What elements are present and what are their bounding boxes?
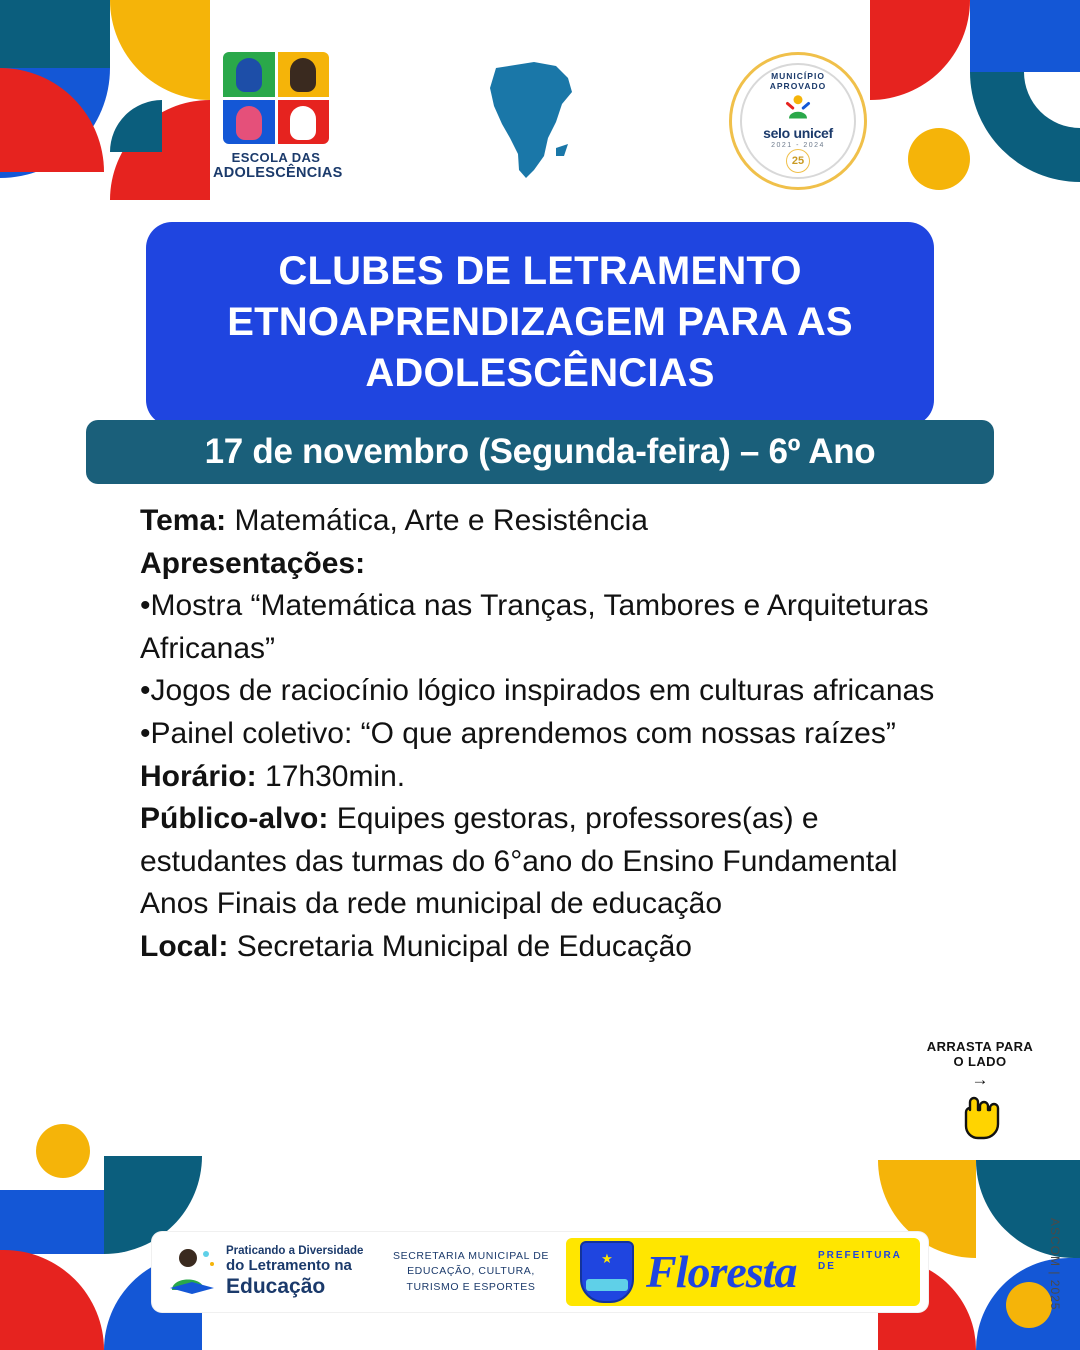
decor-bottom-left-blue-square	[0, 1190, 104, 1254]
title-line-3: ADOLESCÊNCIAS	[365, 351, 715, 396]
tile-red	[278, 100, 330, 145]
poster-title	[166, 246, 914, 400]
diversidade-line-1: Praticando a Diversidade	[226, 1245, 364, 1258]
wave-shape	[586, 1279, 628, 1291]
escola-logo-line1: ESCOLA DAS	[231, 150, 321, 165]
head-silhouette-icon	[236, 58, 262, 92]
local-value: Secretaria Municipal de Educação	[228, 929, 692, 963]
selo-word: selo unicef	[763, 125, 833, 141]
title-banner	[146, 222, 934, 426]
head-silhouette-icon	[236, 106, 262, 140]
decor-bottom-left-yellow-circle	[36, 1124, 90, 1178]
title-line-1: CLUBES DE LETRAMENTO	[278, 249, 802, 293]
africa-map-icon	[459, 52, 609, 192]
title-line-2: ETNOAPRENDIZAGEM PARA AS	[227, 300, 853, 345]
poster-body	[140, 500, 960, 969]
swipe-hint[interactable]	[920, 1039, 1040, 1142]
selo-25-badge: 25	[786, 149, 810, 173]
date-bar	[86, 420, 994, 484]
selo-arc-text: MUNICÍPIO APROVADO	[769, 71, 827, 91]
secretaria-municipal-text	[376, 1249, 566, 1295]
bullet-item: •Painel coletivo: “O que aprendemos com nossas raízes”	[140, 716, 896, 750]
date-text: 17 de novembro (Segunda-feira) – 6º Ano	[204, 432, 876, 471]
bullet-item: •Jogos de raciocínio lógico inspirados em culturas africanas	[140, 674, 935, 708]
selo-years: 2021 - 2024	[771, 142, 825, 149]
decor-bottom-right-teal	[976, 1160, 1080, 1258]
tema-label: Tema:	[140, 504, 227, 537]
logo-prefeitura-floresta	[566, 1238, 920, 1306]
publico-label: Público-alvo:	[140, 802, 329, 836]
decor-bottom-left-red	[0, 1250, 104, 1350]
pointing-hand-icon	[956, 1090, 1004, 1142]
apresentacoes-label: Apresentações:	[140, 546, 366, 580]
footer-logo-bar	[152, 1232, 928, 1312]
decor-bottom-right-yellow-circle	[1006, 1282, 1052, 1328]
logo-escola-das-adolescencias	[213, 52, 343, 181]
header-logos	[0, 52, 1080, 202]
diversidade-text	[226, 1245, 363, 1298]
publico-value: Equipes gestoras, professores(as) e estudantes das turmas do 6°ano do Ensino Fundamental Anos Finais da rede municipal de educação	[140, 802, 898, 921]
horario-label: Horário:	[140, 759, 257, 793]
line-tema	[140, 500, 960, 543]
logo-diversidade-letramento	[152, 1244, 376, 1300]
head-silhouette-icon	[290, 106, 316, 140]
local-label: Local:	[140, 929, 229, 963]
head-silhouette-icon	[290, 58, 316, 92]
diversidade-line-3: Educação	[226, 1275, 326, 1299]
tema-value: Matemática, Arte e Resistência	[226, 504, 648, 537]
swipe-line-1: ARRASTA PARA	[926, 1039, 1034, 1054]
diversidade-line-2: do Letramento na	[226, 1257, 352, 1275]
star-icon: ★	[601, 1251, 613, 1266]
secretaria-line-3: TURISMO E ESPORTES	[406, 1280, 536, 1293]
reading-child-icon	[166, 1244, 218, 1300]
arrow-right-icon: →	[971, 1070, 989, 1089]
swipe-line-2: O LADO	[953, 1054, 1007, 1069]
coat-of-arms-icon	[580, 1241, 634, 1303]
prefeitura-kicker: PREFEITURA DE	[818, 1250, 902, 1272]
secretaria-line-1: SECRETARIA MUNICIPAL DE	[393, 1250, 549, 1263]
tile-green	[223, 52, 275, 97]
escola-logo-tiles	[223, 52, 329, 144]
bullet-item: •Mostra “Matemática nas Tranças, Tambores e Arquiteturas Africanas”	[140, 589, 929, 665]
prefeitura-name: Floresta	[646, 1246, 797, 1297]
line-apresentacoes	[140, 543, 960, 586]
tile-blue	[223, 100, 275, 145]
ascom-credit: ASCOM | 2025	[1048, 1217, 1062, 1310]
escola-logo-line2: ADOLESCÊNCIAS	[213, 165, 343, 181]
tile-yellow	[278, 52, 330, 97]
line-horario	[140, 756, 960, 799]
logo-selo-unicef	[729, 52, 867, 190]
unicef-person-icon	[783, 93, 813, 123]
line-publico-alvo	[140, 798, 960, 926]
horario-value: 17h30min.	[256, 759, 406, 793]
line-local	[140, 926, 960, 969]
selo-inner-ring	[740, 63, 856, 179]
secretaria-line-2: EDUCAÇÃO, CULTURA,	[407, 1265, 535, 1278]
